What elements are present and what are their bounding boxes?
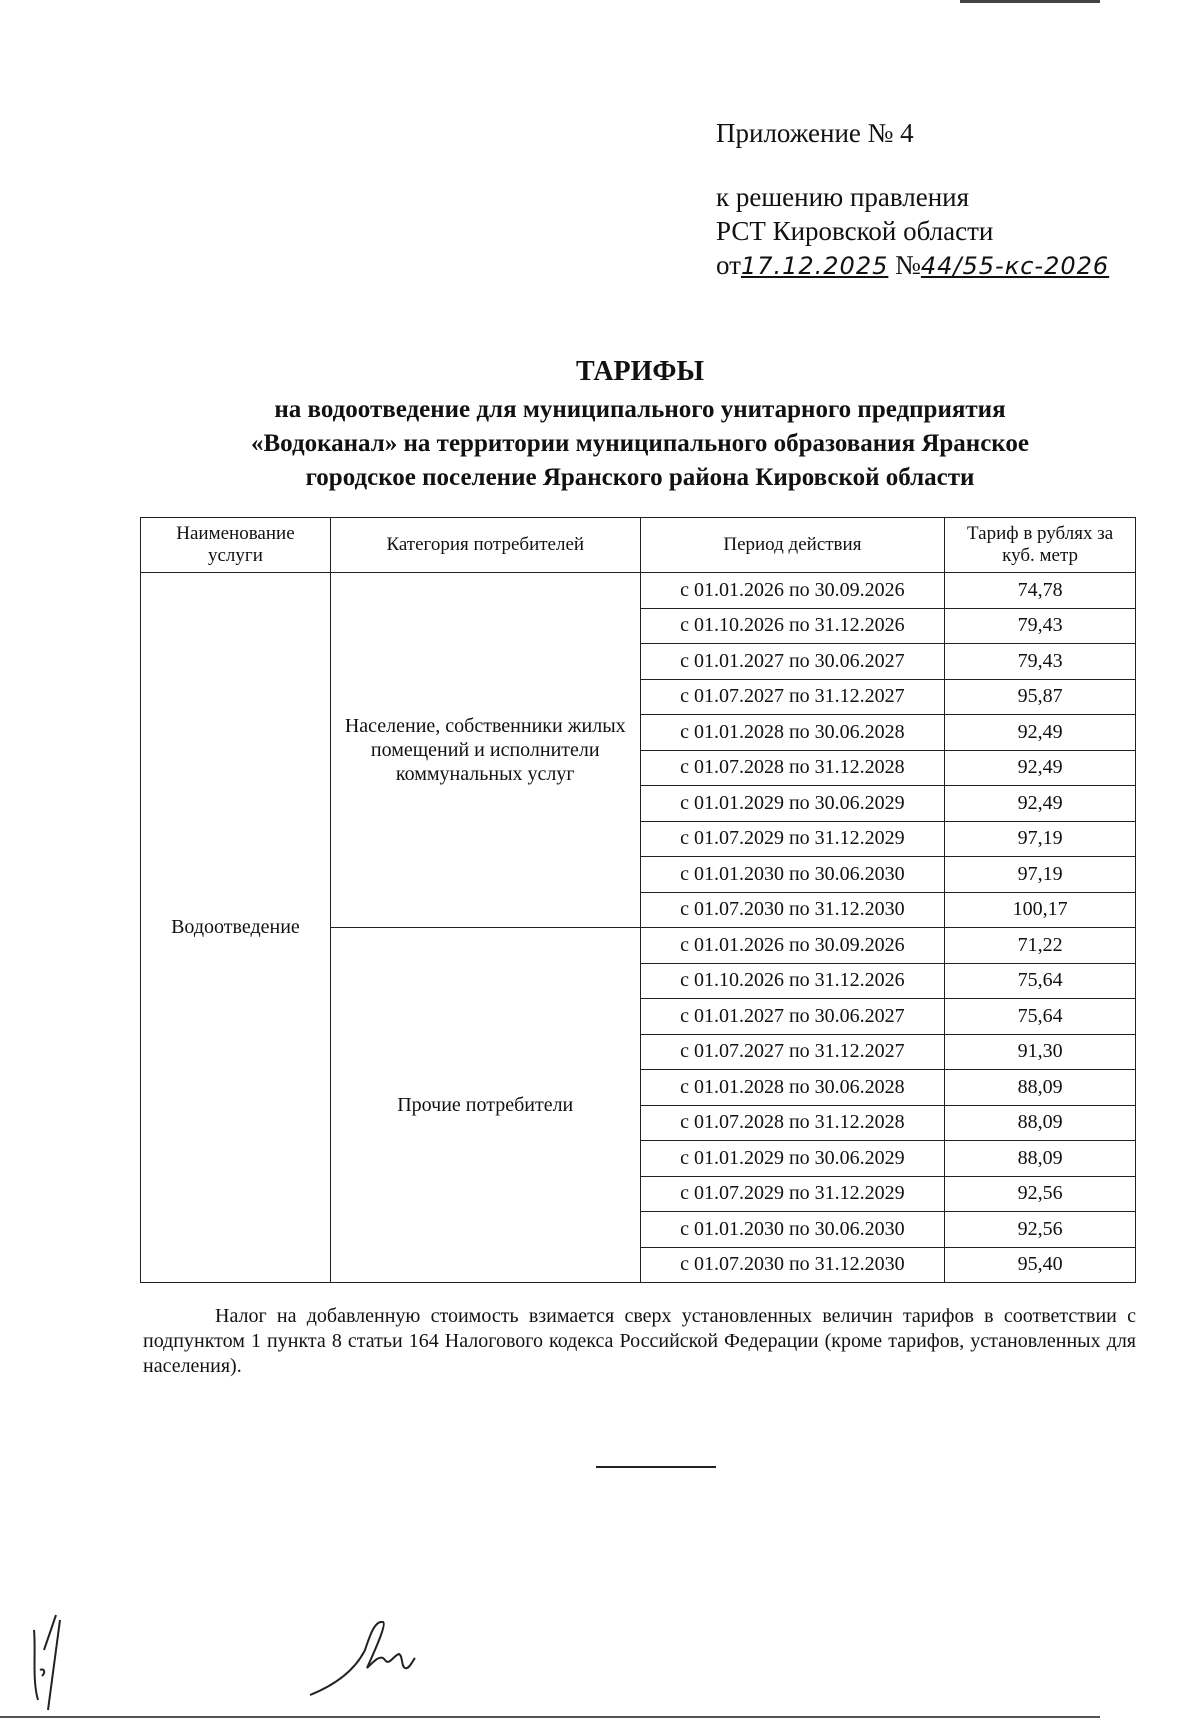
appendix-decision-number: 44/55-кс-2026 [920,252,1110,280]
period-cell: с 01.01.2027 по 30.06.2027 [640,644,945,680]
appendix-from-prefix: от [716,250,741,280]
period-cell: с 01.07.2029 по 31.12.2029 [640,1176,945,1212]
tariff-cell: 95,40 [945,1247,1136,1283]
period-cell: с 01.07.2030 по 31.12.2030 [640,1247,945,1283]
appendix-date: 17.12.2025 [740,252,889,280]
period-cell: с 01.01.2028 по 30.06.2028 [640,1070,945,1106]
tariff-cell: 74,78 [945,573,1136,609]
end-separator [596,1466,716,1468]
tariff-cell: 92,56 [945,1176,1136,1212]
title-line-1: на водоотведение для муниципального унитарного предприятия [274,396,1006,423]
tariff-cell: 95,87 [945,679,1136,715]
appendix-number-prefix: № [895,250,921,280]
appendix-decision: к решению правления [716,182,970,212]
appendix-block [716,116,1109,283]
period-cell: с 01.07.2027 по 31.12.2027 [640,1034,945,1070]
period-cell: с 01.07.2028 по 31.12.2028 [640,750,945,786]
vat-note: Налог на добавленную стоимость взимается сверх установленных величин тарифов в соответствии с подпунктом 1 пункта 8 статьи 164 Налогового кодекса Российской Федерации (кроме тарифов, установленных для населения). [143,1305,1136,1377]
period-cell: с 01.07.2029 по 31.12.2029 [640,821,945,857]
appendix-date-line [716,248,1109,283]
table-body [141,573,1136,1283]
period-cell: с 01.01.2029 по 30.06.2029 [640,786,945,822]
appendix-number: Приложение № 4 [716,118,914,148]
header-category: Категория потребителей [330,518,640,573]
period-cell: с 01.07.2027 по 31.12.2027 [640,679,945,715]
period-cell: с 01.07.2030 по 31.12.2030 [640,892,945,928]
initials-signature-icon [26,1610,66,1725]
period-cell: с 01.01.2026 по 30.09.2026 [640,573,945,609]
tariff-cell: 75,64 [945,999,1136,1035]
period-cell: с 01.01.2030 по 30.06.2030 [640,1212,945,1248]
tariff-cell: 97,19 [945,821,1136,857]
tariff-cell: 92,56 [945,1212,1136,1248]
table-header-row [141,518,1136,573]
tariff-cell: 91,30 [945,1034,1136,1070]
tariff-cell: 88,09 [945,1141,1136,1177]
document-title [140,355,1140,495]
title-line-2: «Водоканал» на территории муниципального образования Яранское [251,430,1029,457]
top-edge-line [960,0,1100,3]
period-cell: с 01.01.2030 по 30.06.2030 [640,857,945,893]
service-name-cell: Водоотведение [141,573,331,1283]
table-row [141,573,1136,609]
handwritten-signature-icon [305,1610,425,1705]
tariff-cell: 88,09 [945,1105,1136,1141]
appendix-authority: РСТ Кировской области [716,216,994,246]
period-cell: с 01.01.2029 по 30.06.2029 [640,1141,945,1177]
tariff-table [140,517,1136,1283]
tariff-cell: 92,49 [945,750,1136,786]
tariff-cell: 79,43 [945,608,1136,644]
tariff-cell: 88,09 [945,1070,1136,1106]
period-cell: с 01.07.2028 по 31.12.2028 [640,1105,945,1141]
period-cell: с 01.01.2028 по 30.06.2028 [640,715,945,751]
bottom-edge-line [0,1716,1100,1718]
category-cell: Прочие потребители [330,928,640,1283]
category-cell: Население, собственники жилых помещений и исполнители коммунальных услуг [330,573,640,928]
tariff-cell: 75,64 [945,963,1136,999]
header-period: Период действия [640,518,945,573]
tariff-cell: 79,43 [945,644,1136,680]
period-cell: с 01.10.2026 по 31.12.2026 [640,963,945,999]
title-main: ТАРИФЫ [576,356,704,387]
tariff-cell: 71,22 [945,928,1136,964]
period-cell: с 01.10.2026 по 31.12.2026 [640,608,945,644]
title-line-3: городское поселение Яранского района Кировской области [305,464,975,491]
header-tariff: Тариф в рублях за куб. метр [945,518,1136,573]
period-cell: с 01.01.2027 по 30.06.2027 [640,999,945,1035]
period-cell: с 01.01.2026 по 30.09.2026 [640,928,945,964]
tariff-cell: 92,49 [945,715,1136,751]
tariff-cell: 97,19 [945,857,1136,893]
tariff-cell: 92,49 [945,786,1136,822]
header-service: Наименование услуги [141,518,331,573]
tariff-cell: 100,17 [945,892,1136,928]
